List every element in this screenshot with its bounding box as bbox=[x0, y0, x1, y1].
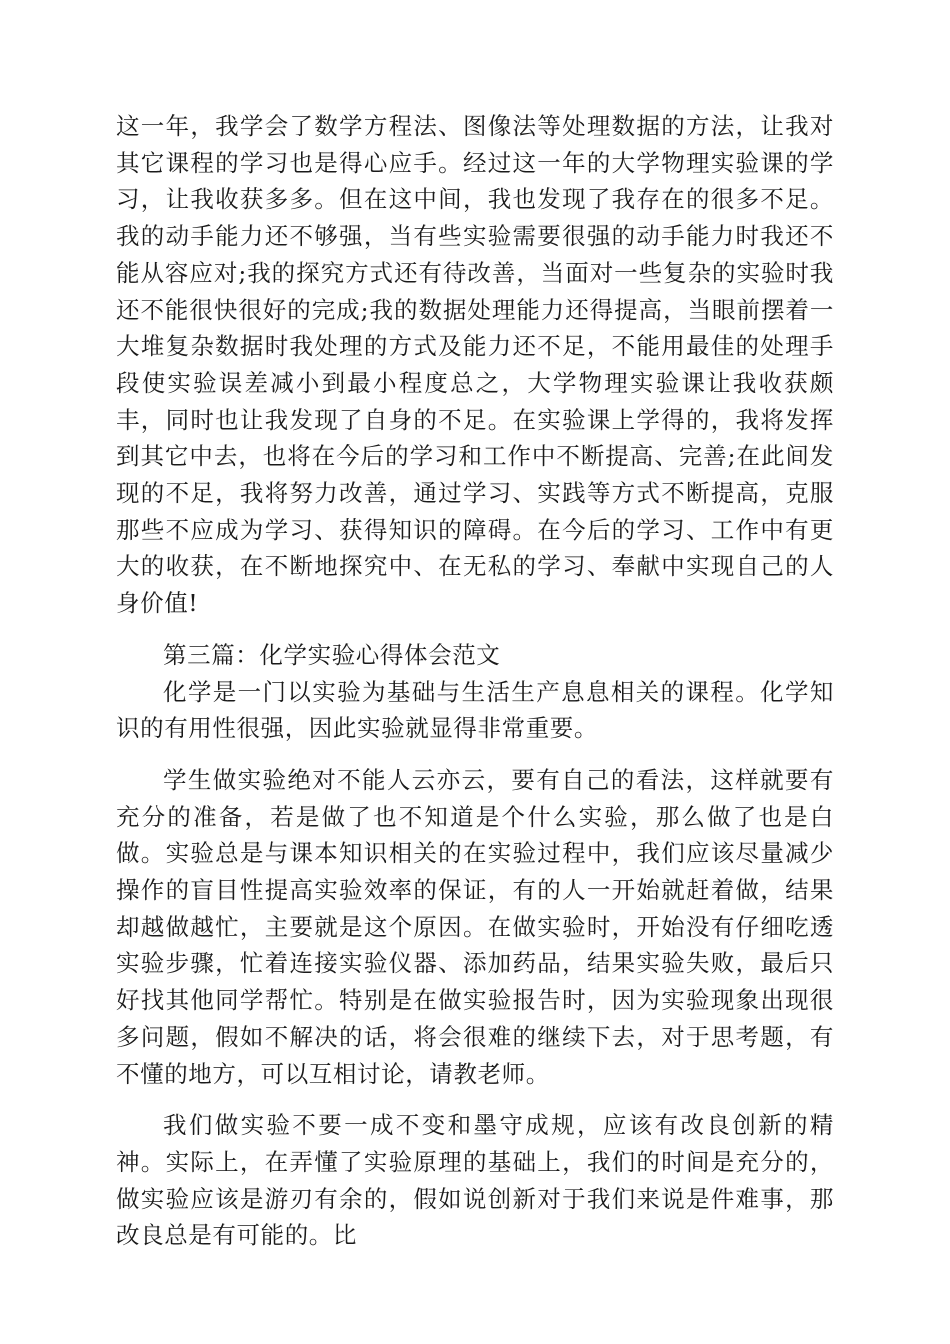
paragraph-chemistry-intro: 化学是一门以实验为基础与生活生产息息相关的课程。化学知识的有用性很强，因此实验就显得非常重要。 bbox=[116, 677, 834, 743]
document-page bbox=[116, 108, 834, 1254]
paragraph-physics-summary: 这一年，我学会了数学方程法、图像法等处理数据的方法，让我对其它课程的学习也是得心应手。经过这一年的大学物理实验课的学习，让我收获多多。但在这中间，我也发现了我存在的很多不足。我的动手能力还不够强，当有些实验需要很强的动手能力时我还不能从容应对;我的探究方式还有待改善，当面对一些复杂的实验时我还不能很快很好的完成;我的数据处理能力还得提高，当眼前摆着一大堆复杂数据时我处理的方式及能力还不足，不能用最佳的处理手段使实验误差减小到最小程度总之，大学物理实验课让我收获颇丰，同时也让我发现了自身的不足。在实验课上学得的，我将发挥到其它中去，也将在今后的学习和工作中不断提高、完善;在此间发现的不足，我将努力改善，通过学习、实践等方式不断提高，克服那些不应成为学习、获得知识的障碍。在今后的学习、工作中有更大的收获，在不断地探究中、在无私的学习、奉献中实现自己的人身价值! bbox=[116, 112, 834, 618]
paragraph-innovation: 我们做实验不要一成不变和墨守成规，应该有改良创新的精神。实际上，在弄懂了实验原理的基础上，我们的时间是充分的，做实验应该是游刃有余的，假如说创新对于我们来说是件难事，那改良总是有可能的。比 bbox=[116, 1111, 834, 1250]
section-heading: 第三篇：化学实验心得体会范文 bbox=[163, 640, 501, 669]
paragraph-experiment-preparation: 学生做实验绝对不能人云亦云，要有自己的看法，这样就要有充分的准备，若是做了也不知道是个什么实验，那么做了也是白做。实验总是与课本知识相关的在实验过程中，我们应该尽量减少操作的盲目性提高实验效率的保证，有的人一开始就赶着做，结果却越做越忙，主要就是这个原因。在做实验时，开始没有仔细吃透实验步骤，忙着连接实验仪器、添加药品，结果实验失败，最后只好找其他同学帮忙。特别是在做实验报告时，因为实验现象出现很多问题，假如不解决的话，将会很难的继续下去，对于思考题，有不懂的地方，可以互相讨论，请教老师。 bbox=[116, 765, 834, 1088]
